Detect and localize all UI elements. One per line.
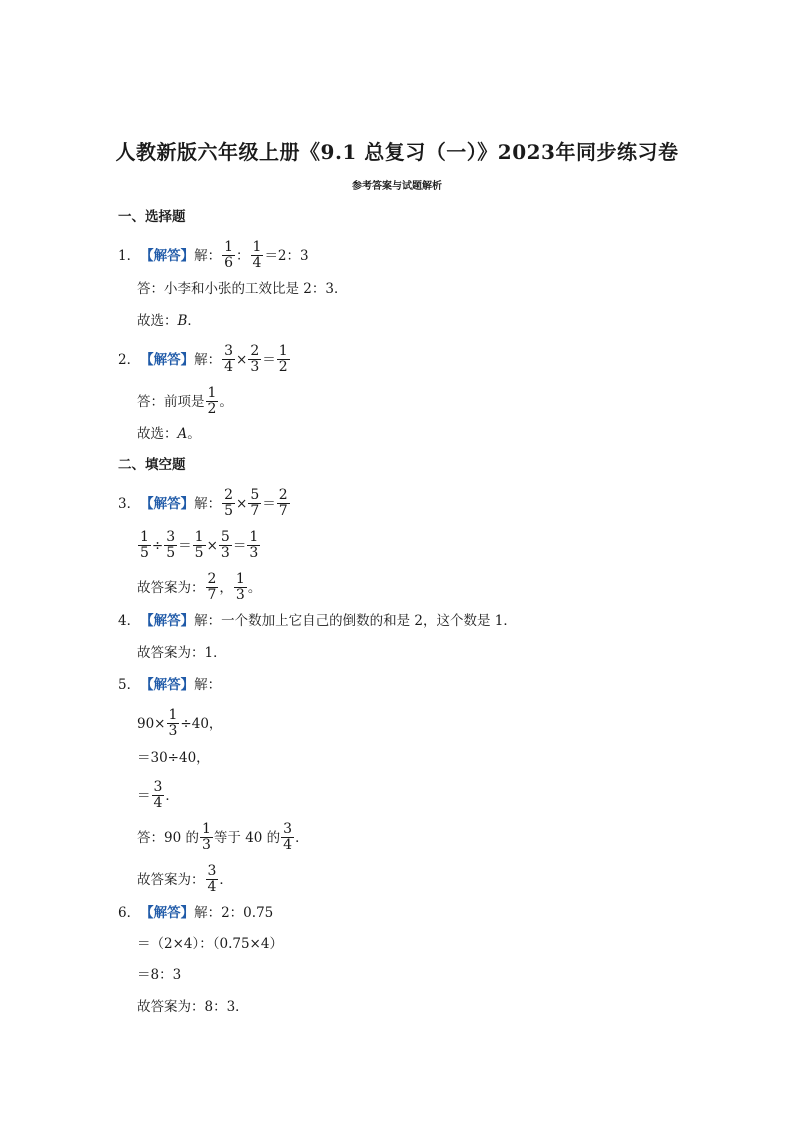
solution-prefix: 解：: [194, 351, 222, 368]
question-4-solution: [118, 611, 517, 631]
numerator: 2: [278, 487, 288, 503]
question-3-answer: [137, 572, 261, 603]
denominator: 3: [220, 545, 230, 561]
numerator: 1: [278, 343, 288, 359]
operator: ×: [236, 351, 248, 368]
denominator: 7: [250, 503, 260, 519]
answer-label: 故答案为：: [137, 579, 205, 596]
solution-prefix: 解：: [194, 247, 222, 264]
numerator: 2: [250, 343, 260, 359]
denominator: 2: [278, 359, 288, 375]
denominator: 7: [278, 503, 288, 519]
fraction: [193, 530, 206, 561]
question-number: 2．: [118, 351, 141, 368]
question-1-answer: 答：小李和小张的工效比是 2：3．: [137, 281, 348, 297]
solution-prefix: 解：: [194, 495, 222, 512]
fraction: [222, 240, 235, 271]
fraction: [164, 530, 177, 561]
numerator: 1: [224, 239, 234, 255]
operator: ÷: [151, 537, 164, 554]
question-1-choice: [137, 311, 201, 331]
fraction: [152, 780, 165, 811]
numerator: 5: [250, 487, 260, 503]
question-3-solution: [118, 488, 291, 519]
numerator: 1: [249, 529, 259, 545]
equals: ＝: [232, 537, 247, 554]
solution-text: 解：2：0.75: [194, 905, 274, 921]
question-4-answer: 故答案为：1．: [137, 645, 227, 661]
fraction: [219, 530, 232, 561]
denominator: 3: [201, 837, 211, 853]
operator: ×: [206, 537, 218, 554]
punctuation: ．: [219, 871, 233, 888]
fraction: [251, 240, 264, 271]
fraction: [247, 530, 260, 561]
question-2-answer: [137, 386, 233, 417]
question-3-step: [137, 530, 261, 561]
fraction: [206, 864, 219, 895]
page-title: 人教新版六年级上册《9.1 总复习（一）》2023年同步练习卷: [115, 140, 679, 164]
fraction: [281, 822, 294, 853]
expression: ÷40，: [180, 715, 223, 732]
numerator: 1: [207, 385, 217, 401]
numerator: 5: [220, 529, 230, 545]
denominator: 4: [153, 795, 163, 811]
denominator: 4: [207, 879, 217, 895]
equals: ＝: [137, 787, 151, 804]
answer-tag: 【解答】: [140, 351, 195, 368]
denominator: 4: [224, 359, 234, 375]
numerator: 1: [252, 239, 262, 255]
question-number: 3．: [118, 495, 141, 512]
fraction: [234, 572, 247, 603]
fraction: [167, 708, 180, 739]
equals: ＝: [262, 351, 276, 368]
denominator: 4: [283, 837, 293, 853]
numerator: 3: [153, 779, 163, 795]
question-number: 6．: [118, 905, 141, 921]
question-number: 4．: [118, 613, 141, 629]
question-5-final: [137, 864, 233, 895]
numerator: 1: [194, 529, 204, 545]
numerator: 3: [166, 529, 176, 545]
question-5-step-1: [137, 708, 222, 739]
numerator: 3: [207, 863, 217, 879]
fraction: [222, 488, 235, 519]
question-number: 5．: [118, 677, 141, 693]
answer-label: 故答案为：: [137, 871, 205, 888]
fraction: [222, 344, 235, 375]
numerator: 1: [235, 571, 245, 587]
fraction: [277, 344, 290, 375]
page-subtitle: 参考答案与试题解析: [352, 181, 442, 192]
answer-text: 等于 40 的: [213, 829, 281, 846]
numerator: 2: [207, 571, 217, 587]
choice-value: A: [177, 426, 188, 442]
fraction: [138, 530, 151, 561]
punctuation: 。: [187, 426, 201, 442]
denominator: 5: [166, 545, 176, 561]
expression-tail: ＝2：3: [264, 247, 309, 264]
question-5-answer: [137, 822, 309, 853]
choice-value: B: [177, 313, 188, 329]
denominator: 3: [250, 359, 260, 375]
question-2-solution: [118, 344, 291, 375]
question-6-answer: 故答案为：8：3．: [137, 999, 249, 1015]
fraction: [206, 386, 219, 417]
fraction: [248, 488, 261, 519]
choice-label: 故选：: [137, 313, 178, 329]
solution-text: 解：一个数加上它自己的倒数的和是 2，这个数是 1．: [194, 613, 517, 629]
denominator: 5: [224, 503, 234, 519]
numerator: 1: [140, 529, 149, 545]
numerator: 1: [201, 821, 211, 837]
denominator: 3: [168, 723, 178, 739]
equals: ＝: [262, 495, 276, 512]
question-6-step-2: ＝8：3: [137, 967, 182, 983]
answer-tag: 【解答】: [140, 495, 195, 512]
numerator: 1: [168, 707, 178, 723]
denominator: 3: [235, 587, 245, 603]
denominator: 7: [207, 587, 217, 603]
expression: 90×: [137, 715, 166, 732]
denominator: 4: [252, 255, 262, 271]
section-heading-choice: 一、选择题: [118, 209, 186, 225]
denominator: 5: [140, 545, 149, 561]
question-2-choice: [137, 424, 201, 444]
punctuation: ．: [295, 829, 309, 846]
equals: ＝: [178, 537, 192, 554]
answer-tag: 【解答】: [140, 247, 195, 264]
fraction: [206, 572, 219, 603]
question-1-solution: [118, 240, 309, 271]
denominator: 5: [194, 545, 204, 561]
denominator: 3: [249, 545, 259, 561]
punctuation: ．: [187, 313, 201, 329]
punctuation: 。: [219, 393, 233, 410]
numerator: 3: [283, 821, 293, 837]
operator: ：: [236, 247, 250, 264]
answer-tag: 【解答】: [140, 905, 195, 921]
question-5-step-3: [137, 780, 179, 811]
denominator: 2: [207, 401, 217, 417]
answer-text: 答：前项是: [137, 393, 205, 410]
answer-tag: 【解答】: [140, 613, 195, 629]
choice-label: 故选：: [137, 426, 178, 442]
question-6-step-1: ＝（2×4）：（0.75×4）: [137, 936, 283, 952]
answer-text: 答：90 的: [137, 829, 199, 846]
fraction: [248, 344, 261, 375]
numerator: 3: [224, 343, 234, 359]
fraction: [200, 822, 213, 853]
question-6-solution: [118, 903, 273, 923]
question-5-step-2: ＝30÷40，: [137, 750, 210, 766]
separator: ，: [219, 579, 233, 596]
solution-prefix: 解：: [194, 677, 222, 693]
punctuation: ．: [165, 787, 179, 804]
section-heading-fill: 二、填空题: [118, 457, 186, 473]
fraction: [277, 488, 290, 519]
numerator: 2: [224, 487, 234, 503]
operator: ×: [236, 495, 248, 512]
denominator: 6: [224, 255, 234, 271]
answer-tag: 【解答】: [140, 677, 195, 693]
question-number: 1．: [118, 247, 141, 264]
punctuation: 。: [247, 579, 262, 596]
question-5-solution: [118, 675, 221, 695]
